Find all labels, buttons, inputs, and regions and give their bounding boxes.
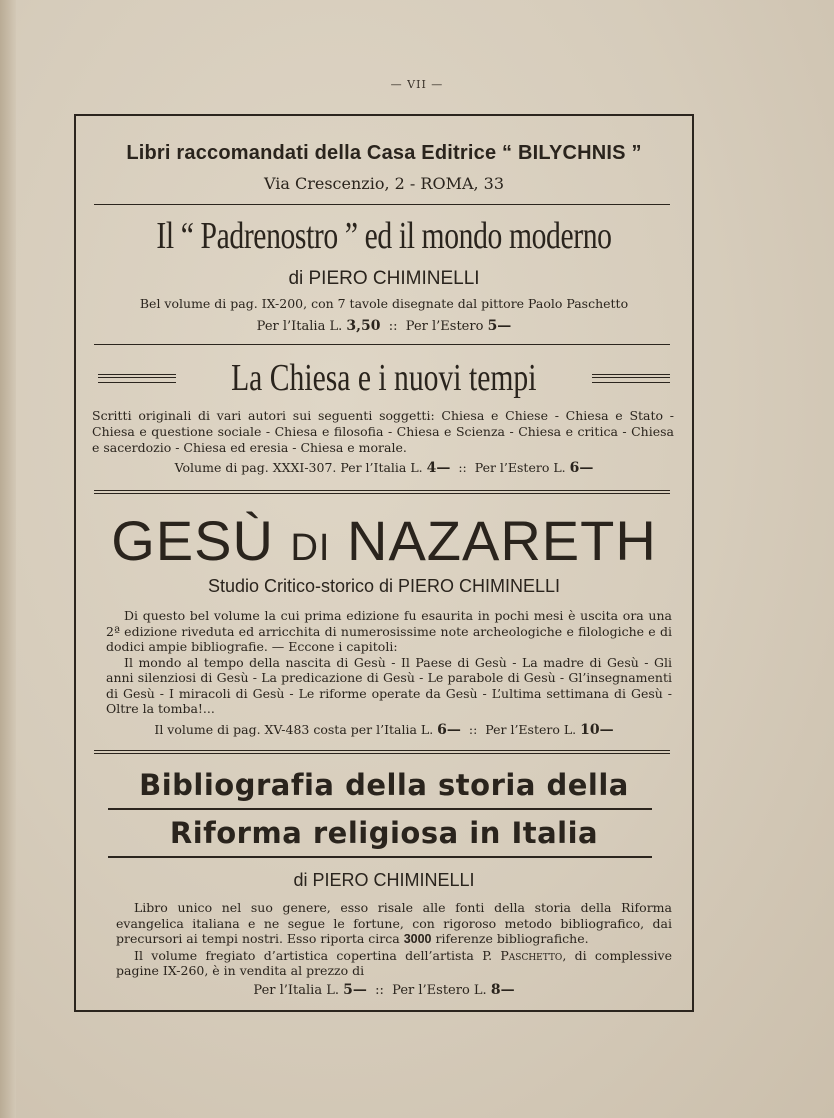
artist-name: Paschetto (500, 947, 563, 963)
book1-description: Bel volume di pag. IX-200, con 7 tavole disegnate dal pittore Paolo Paschetto (139, 296, 629, 311)
price-abroad: 6— (569, 460, 594, 476)
price-abroad: 8— (490, 982, 515, 998)
price-sep: :: (468, 722, 478, 737)
divider (94, 490, 670, 494)
divider (94, 204, 670, 205)
price-abroad: 10— (580, 722, 614, 738)
advertisement-frame (74, 114, 694, 1012)
book3-body-intro: Di questo bel volume la cui prima edizione fu esaurita in pochi mesi è uscita ora una 2ª edizione riveduta ed arricchita di numerosissime note archeologiche e filologiche e di dodici ampie bibliografie. — Eccone i capitoli: (106, 608, 672, 654)
divider (94, 344, 670, 345)
book4-body-2a: Il volume fregiato d’artistica copertina dell’artista P. (134, 947, 493, 963)
price-line-b: Per l’Estero L. (485, 722, 577, 737)
book4-title-line1: Bibliografia della storia della (139, 768, 629, 802)
price-italy: 6— (437, 722, 461, 738)
book4-body-1b: riferenze bibliografiche. (435, 931, 589, 946)
book3-body-chapters: Il mondo al tempo della nascita di Gesù - Il Paese di Gesù - La madre di Gesù - Gli anni silenziosi di Gesù - La predicazione di Gesù - Le parabole di Gesù - Gl’insegnamenti di Gesù - I miracoli di Gesù - Le riforme operate da Gesù - L’ultima settimana di Gesù - Oltre la tomba!... (106, 654, 672, 716)
book3-subtitle: Studio Critico-storico di PIERO CHIMINELLI (207, 576, 561, 596)
book4-price (76, 982, 692, 998)
book1-title: Il “ Padrenostro ” ed il mondo moderno (156, 215, 612, 257)
book2-price (76, 460, 692, 476)
book4-body-1 (116, 900, 672, 948)
price-italy: 4— (426, 460, 451, 476)
title-underline (108, 808, 652, 810)
book3-title-b: DI (290, 527, 331, 569)
price-line-b: Per l’Estero L. (474, 460, 566, 475)
book4-body-2b: , di complessive pagine IX-260, è in vendita al prezzo di (116, 947, 672, 978)
reference-count: 3000 (403, 932, 432, 946)
price-sep: :: (388, 319, 398, 334)
page-folio: — VII — (390, 78, 444, 91)
ornament-rule-left (98, 374, 176, 383)
book1-price (76, 318, 692, 334)
price-line-a: Il volume di pag. XV-483 costa per l’Italia L. (154, 722, 434, 737)
price-sep: :: (458, 460, 467, 475)
price-abroad: 5— (487, 318, 512, 334)
book3-title-c: NAZARETH (347, 509, 657, 572)
book2-description: Scritti originali di vari autori sui seguenti soggetti: Chiesa e Chiese - Chiesa e Stato - Chiesa e questione sociale - Chiesa e filosofia - Chiesa e Scienza - Chiesa e critica - Chiesa e sacerdozio - Chiesa ed eresia - Chiesa e morale. (92, 408, 674, 455)
book4-body-2 (116, 948, 672, 979)
title-underline (108, 856, 652, 858)
ornament-rule-right (592, 374, 670, 383)
book3-price (76, 722, 692, 738)
book4-author: di PIERO CHIMINELLI (293, 870, 475, 890)
price-sep: :: (375, 983, 384, 998)
page-edge (0, 0, 16, 1118)
book3-description (106, 608, 672, 717)
divider (94, 750, 670, 754)
book4-title-line2: Riforma religiosa in Italia (169, 816, 599, 850)
price-italy: 3,50 (346, 318, 381, 334)
price-italy-label: Per l’Italia L. (256, 319, 343, 334)
price-italy: 5— (343, 982, 367, 998)
book4-description (116, 900, 672, 979)
book2-title-row (76, 356, 692, 400)
price-abroad-label: Per l’Estero L. (392, 983, 487, 998)
book1-author: di PIERO CHIMINELLI (288, 268, 480, 289)
book4-body-1a: Libro unico nel suo genere, esso risale alle fonti della storia della Riforma evangelica italiana e ne segue le fortune, con rigoroso metodo bibliografico, dai precursori ai tempi nostri. Esso riporta circa (116, 900, 672, 946)
book3-title (76, 508, 692, 573)
price-line-a: Volume di pag. XXXI-307. Per l’Italia L. (174, 460, 423, 475)
price-italy-label: Per l’Italia L. (253, 983, 339, 998)
book3-title-a: GESÙ (111, 509, 274, 572)
book2-title: La Chiesa e i nuovi tempi (231, 357, 537, 399)
publisher-heading: Libri raccomandati della Casa Editrice “ BILYCHNIS ” (126, 142, 642, 164)
publisher-address: Via Crescenzio, 2 - ROMA, 33 (263, 174, 505, 193)
price-abroad-label: Per l’Estero (405, 319, 484, 334)
